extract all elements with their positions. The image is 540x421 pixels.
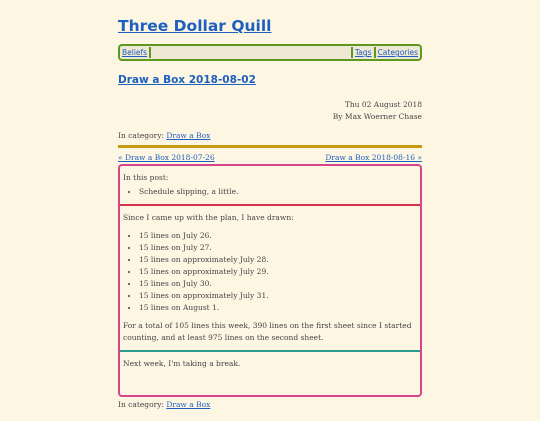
lines-list: [123, 230, 417, 314]
total-text-line2: counting, and at least 975 lines on the second sheet.: [123, 333, 324, 342]
navbar: [118, 44, 422, 61]
list-item: • 15 lines on approximately July 28.: [139, 254, 417, 266]
post-author: By Max Woerner Chase: [332, 112, 422, 121]
toc-item: • Schedule slipping, a little.: [139, 186, 417, 198]
list-item: • 15 lines on approximately July 31.: [139, 290, 417, 302]
intro-text: Since I came up with the plan, I have drawn:: [123, 213, 294, 222]
toc-label: In this post:: [123, 173, 169, 182]
list-item: • 15 lines on July 30.: [139, 278, 417, 290]
post-category-top: [118, 131, 422, 140]
list-item: • 15 lines on August 1.: [139, 302, 417, 314]
nav-tags-link[interactable]: Tags: [354, 48, 372, 57]
category-link[interactable]: Draw a Box: [166, 400, 211, 409]
post-date: Thu 02 August 2018: [344, 100, 422, 109]
category-prefix: In category:: [118, 400, 164, 409]
header-divider: [118, 145, 422, 148]
post-meta: [118, 99, 422, 123]
page: [118, 16, 422, 409]
list-item: • 15 lines on July 27.: [139, 242, 417, 254]
post-title-link[interactable]: Draw a Box 2018-08-02: [118, 74, 256, 86]
toc-divider: [120, 204, 420, 206]
list-item: • 15 lines on July 26.: [139, 230, 417, 242]
post-pager: [118, 153, 422, 162]
prev-post-link[interactable]: « Draw a Box 2018-07-26: [118, 153, 215, 162]
nav-beliefs-link[interactable]: Beliefs: [122, 48, 148, 57]
post-content: [118, 164, 422, 397]
nav-divider: [374, 47, 376, 58]
category-link[interactable]: Draw a Box: [166, 131, 211, 140]
nav-divider: [351, 47, 353, 58]
site-title-link[interactable]: Three Dollar Quill: [118, 17, 272, 35]
total-text-line1: For a total of 105 lines this week, 390 lines on the first sheet since I started: [123, 321, 412, 330]
toc-list: [123, 186, 417, 198]
category-prefix: In category:: [118, 131, 164, 140]
closing-text: Next week, I'm taking a break.: [123, 359, 241, 368]
nav-divider: [149, 47, 151, 58]
nav-spacer: [153, 47, 349, 58]
nav-categories-link[interactable]: Categories: [377, 48, 418, 57]
section-divider: [120, 350, 420, 352]
list-item: • 15 lines on approximately July 29.: [139, 266, 417, 278]
next-post-link[interactable]: Draw a Box 2018-08-16 »: [325, 153, 422, 162]
